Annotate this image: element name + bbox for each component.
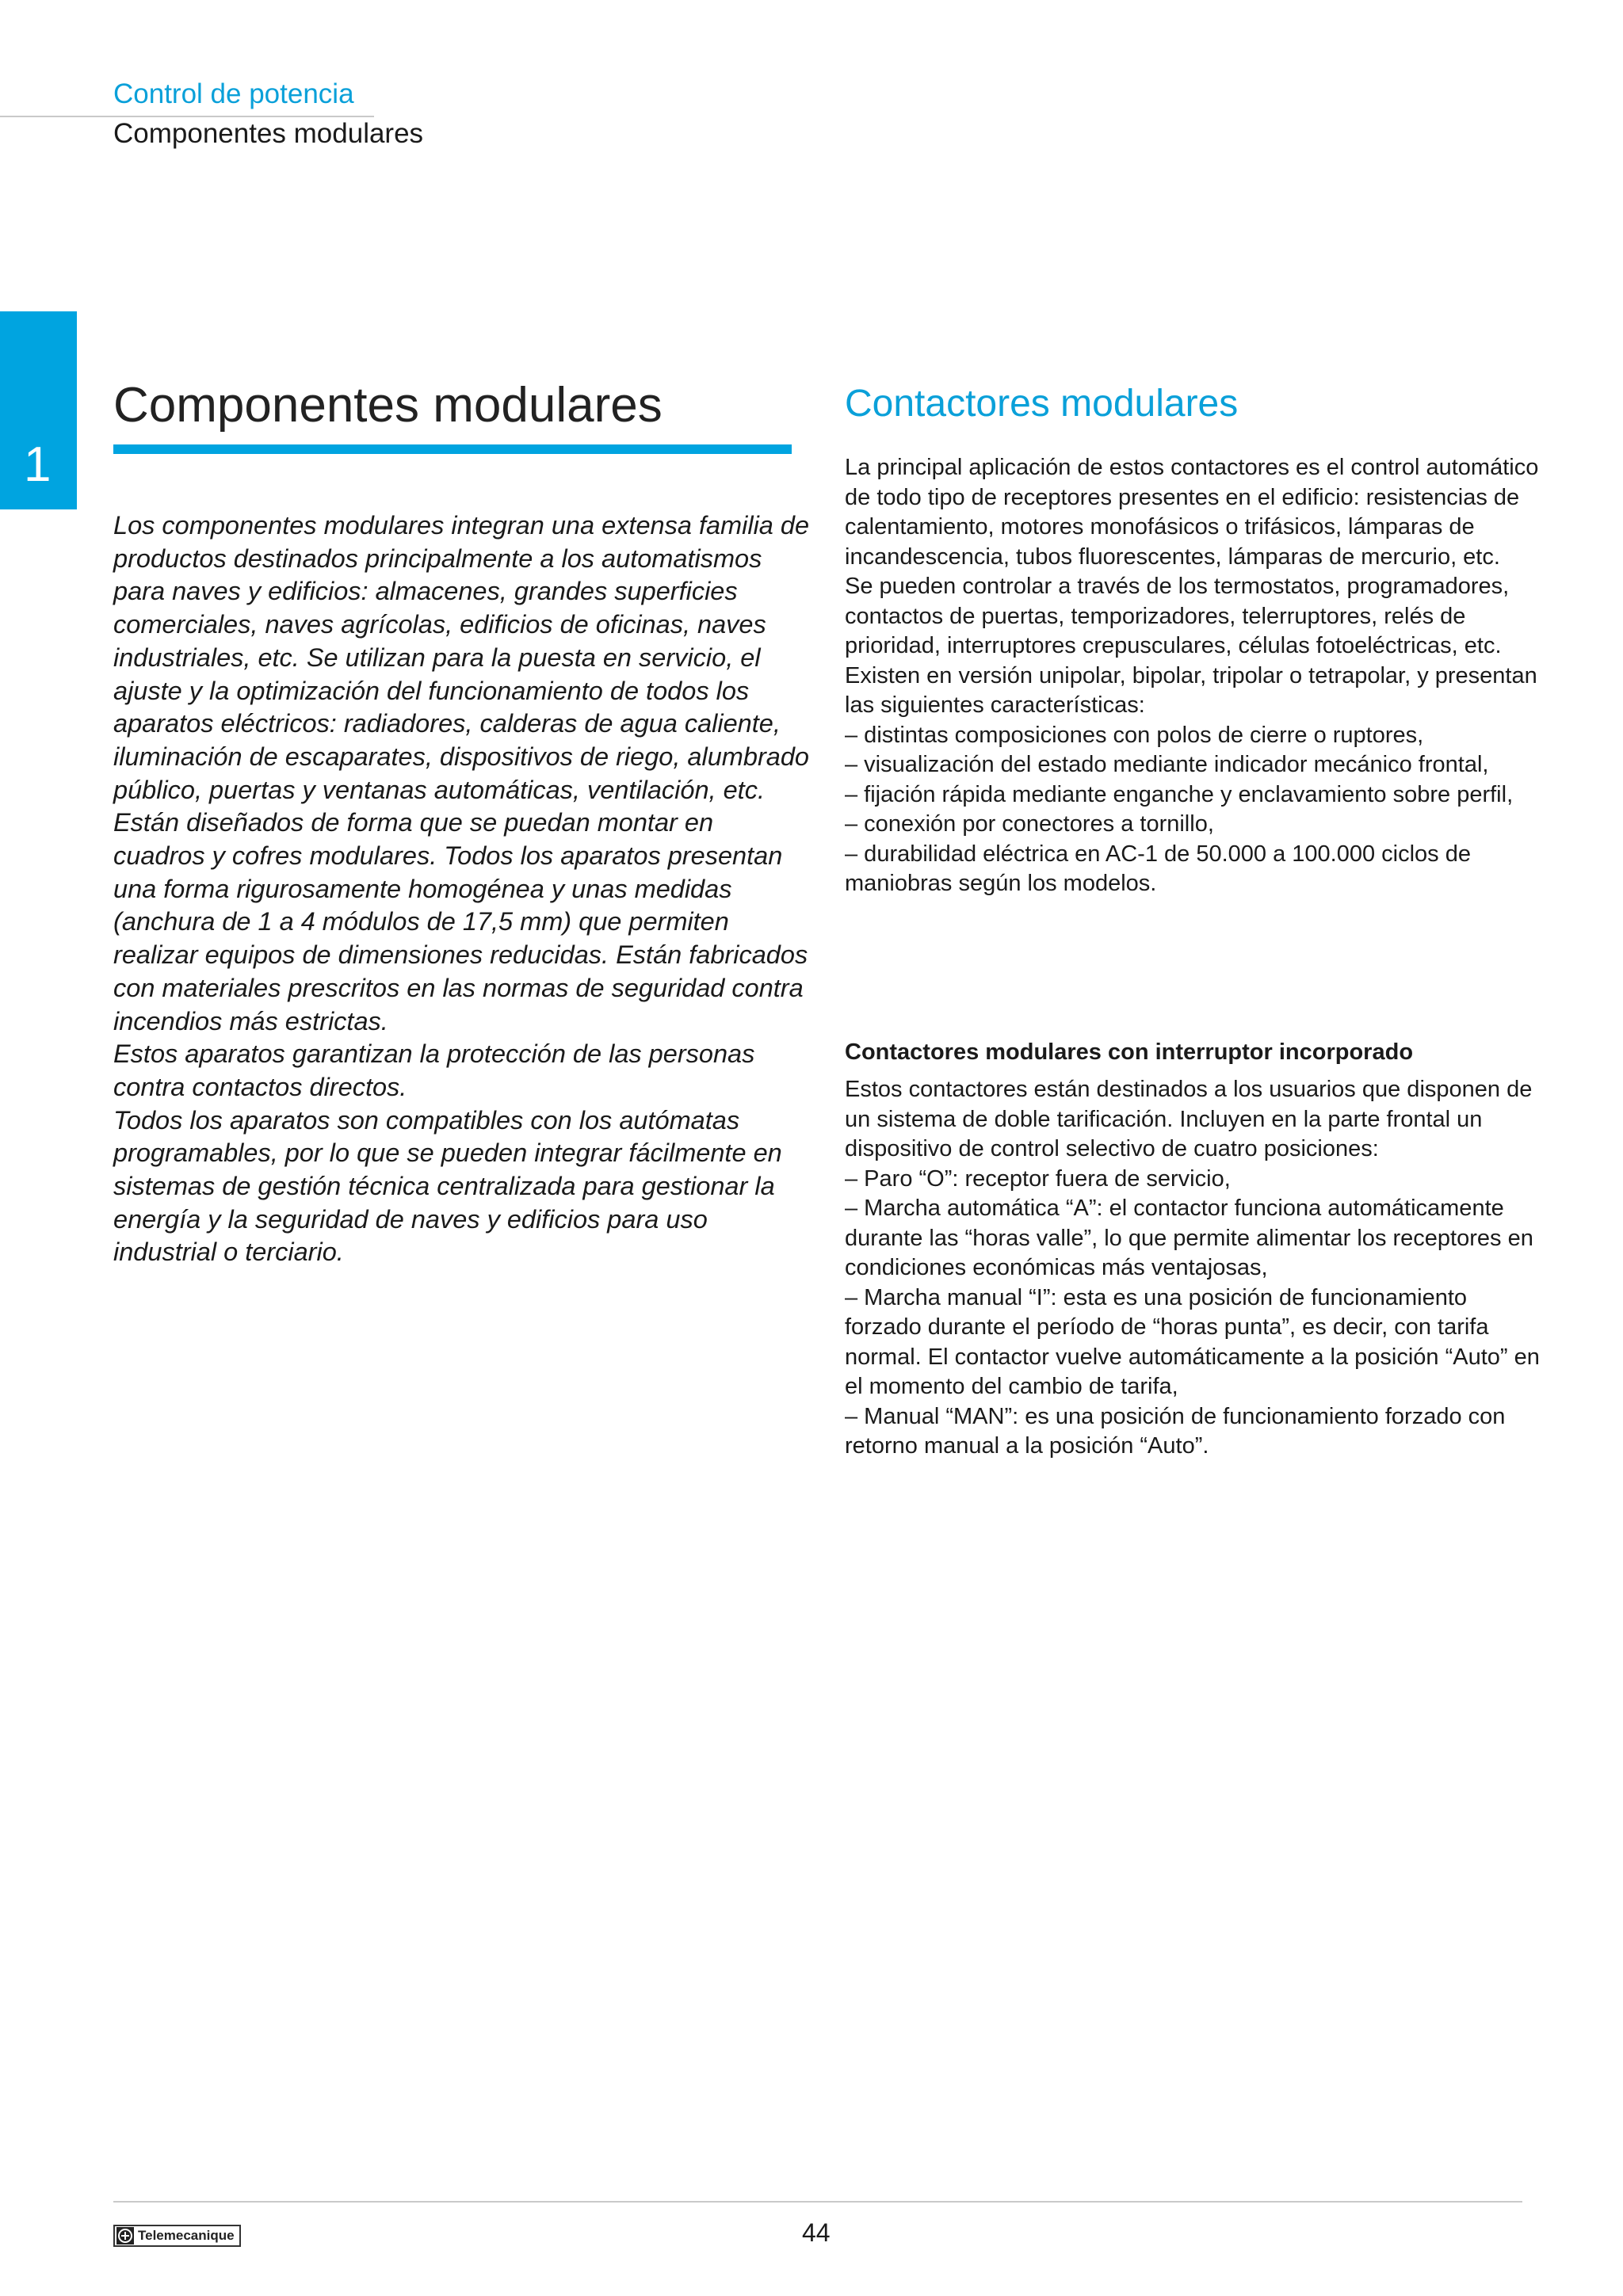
- body-paragraph: Se pueden controlar a través de los termostatos, programadores, contactos de puertas, temporizadores, telerruptores, relés de prioridad, interruptores crepusculares, células fotoeléctricas, etc.: [845, 574, 1510, 658]
- list-item: – Paro “O”: receptor fuera de servicio,: [845, 1165, 1231, 1192]
- list-item: – durabilidad eléctrica en AC-1 de 50.000 a 100.000 ciclos de maniobras según los modelos.: [845, 841, 1471, 896]
- subheading-interruptor: Contactores modulares con interruptor incorporado: [845, 1039, 1414, 1065]
- telemecanique-logo: [113, 2225, 241, 2247]
- intro-paragraph: Los componentes modulares integran una extensa familia de productos destinados principalmente a los automatismos para naves y edificios: almacenes, grandes superficies comerciales, naves agrícolas, edificios de oficinas, naves industriales, etc. Se utilizan para la puesta en servicio, el ajuste y la optimización del funcionamiento de todos los aparatos eléctricos: radiadores, calderas de agua caliente, iluminación de escaparates, dispositivos de riego, alumbrado público, puertas y ventanas automáticas, ventilación, etc.: [113, 511, 810, 804]
- header-section-title: Control de potencia: [113, 78, 354, 109]
- list-item: – Marcha manual “I”: esta es una posición de funcionamiento forzado durante el período de “horas punta”, es decir, con tarifa normal. El contactor vuelve automáticamente a la posición “Auto” en el momento del cambio de tarifa,: [845, 1284, 1540, 1399]
- list-item: – distintas composiciones con polos de cierre o ruptores,: [845, 722, 1424, 748]
- body-paragraph: Estos contactores están destinados a los usuarios que disponen de un sistema de doble tarificación. Incluyen en la parte frontal un dispositivo de control selectivo de cuatro posiciones:: [845, 1077, 1533, 1161]
- body-paragraph: Existen en versión unipolar, bipolar, tripolar o tetrapolar, y presentan las siguientes características:: [845, 662, 1537, 718]
- page-title: Componentes modulares: [113, 378, 663, 433]
- header-subsection-title: Componentes modulares: [113, 118, 424, 149]
- contactores-body: [845, 453, 1542, 899]
- title-underline-bar: [113, 444, 792, 454]
- telemecanique-logo-icon: [116, 2227, 134, 2245]
- footer-rule: [113, 2201, 1522, 2203]
- body-paragraph: La principal aplicación de estos contactores es el control automático de todo tipo de receptores presentes en el edificio: resistencias de calentamiento, motores monofásicos o trifásicos, lámparas de incandescencia, tubos fluorescentes, lámparas de mercurio, etc.: [845, 455, 1539, 570]
- list-item: – conexión por conectores a tornillo,: [845, 811, 1214, 837]
- intro-paragraph: Estos aparatos garantizan la protección de las personas contra contactos directos.: [113, 1039, 755, 1101]
- interruptor-body: [845, 1075, 1542, 1462]
- list-item: – visualización del estado mediante indicador mecánico frontal,: [845, 752, 1489, 777]
- section-title-contactores: Contactores modulares: [845, 383, 1239, 425]
- list-item: – Manual “MAN”: es una posición de funcionamiento forzado con retorno manual a la posición “Auto”.: [845, 1403, 1506, 1459]
- intro-text: [113, 509, 811, 1269]
- logo-text: Telemecanique: [138, 2228, 235, 2243]
- chapter-number: 1: [24, 437, 52, 492]
- list-item: – Marcha automática “A”: el contactor funciona automáticamente durante las “horas valle”, lo que permite alimentar los receptores en condiciones económicas más ventajosas,: [845, 1196, 1533, 1280]
- intro-paragraph: Están diseñados de forma que se puedan montar en cuadros y cofres modulares. Todos los aparatos presentan una forma rigurosamente homogénea y unas medidas (anchura de 1 a 4 módulos de 17,5 mm) que permiten realizar equipos de dimensiones reducidas. Están fabricados con materiales prescritos en las normas de seguridad contra incendios más estrictas.: [113, 808, 808, 1035]
- page-number: 44: [802, 2218, 831, 2247]
- list-item: – fijación rápida mediante enganche y enclavamiento sobre perfil,: [845, 781, 1514, 807]
- intro-paragraph: Todos los aparatos son compatibles con los autómatas programables, por lo que se pueden integrar fácilmente en sistemas de gestión técnica centralizada para gestionar la energía y la seguridad de naves y edificios para uso industrial o terciario.: [113, 1105, 782, 1267]
